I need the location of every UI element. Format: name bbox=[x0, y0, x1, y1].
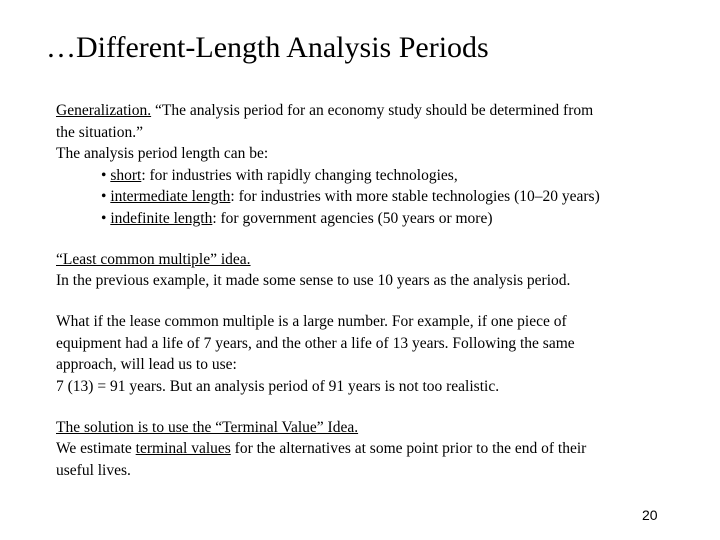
spacer bbox=[56, 292, 696, 312]
bullet-item-indefinite bbox=[56, 208, 696, 230]
whatif-line-4: 7 (13) = 91 years. But an analysis period of 91 years is not too realistic. bbox=[56, 377, 500, 395]
bullet-marker: • bbox=[101, 209, 107, 227]
bullet-text: : for government agencies (50 years or more) bbox=[212, 209, 493, 227]
lcm-line: In the previous example, it made some sense to use 10 years as the analysis period. bbox=[56, 272, 571, 289]
spacer bbox=[56, 397, 696, 417]
solution-text-before: We estimate bbox=[56, 440, 136, 457]
page-number: 20 bbox=[642, 507, 658, 523]
whatif-line-2: equipment had a life of 7 years, and the other a life of 13 years. Following the same bbox=[56, 334, 575, 352]
bullet-term: short bbox=[110, 166, 142, 184]
whatif-line-1: What if the lease common multiple is a large number. For example, if one piece of bbox=[56, 313, 567, 330]
whatif-line-3: approach, will lead us to use: bbox=[56, 356, 237, 373]
bullet-term: intermediate length bbox=[110, 188, 231, 205]
bullet-term: indefinite length bbox=[110, 209, 213, 227]
solution-line-1 bbox=[56, 438, 696, 460]
generalization-label: Generalization. bbox=[56, 102, 152, 119]
spacer bbox=[56, 229, 696, 249]
solution-heading: The solution is to use the “Terminal Value” Idea. bbox=[56, 418, 359, 436]
solution-line-2: useful lives. bbox=[56, 461, 131, 479]
slide-body bbox=[56, 100, 696, 481]
bullet-item-intermediate bbox=[56, 186, 696, 208]
bullet-text: : for industries with rapidly changing technologies, bbox=[141, 166, 458, 184]
solution-text-after: for the alternatives at some point prior to the end of their bbox=[230, 440, 587, 457]
generalization-line bbox=[56, 100, 696, 122]
generalization-quote-part1: “The analysis period for an economy study should be determined from bbox=[151, 102, 594, 119]
analysis-period-intro: The analysis period length can be: bbox=[56, 145, 269, 162]
slide-title: …Different-Length Analysis Periods bbox=[46, 31, 489, 64]
generalization-quote-part2: the situation.” bbox=[56, 123, 143, 141]
bullet-text: : for industries with more stable technologies (10–20 years) bbox=[230, 188, 600, 205]
solution-term: terminal values bbox=[135, 440, 231, 457]
lcm-heading: “Least common multiple” idea. bbox=[56, 250, 251, 268]
bullet-marker: • bbox=[101, 188, 107, 205]
bullet-marker: • bbox=[101, 166, 107, 184]
bullet-item-short bbox=[56, 165, 696, 187]
